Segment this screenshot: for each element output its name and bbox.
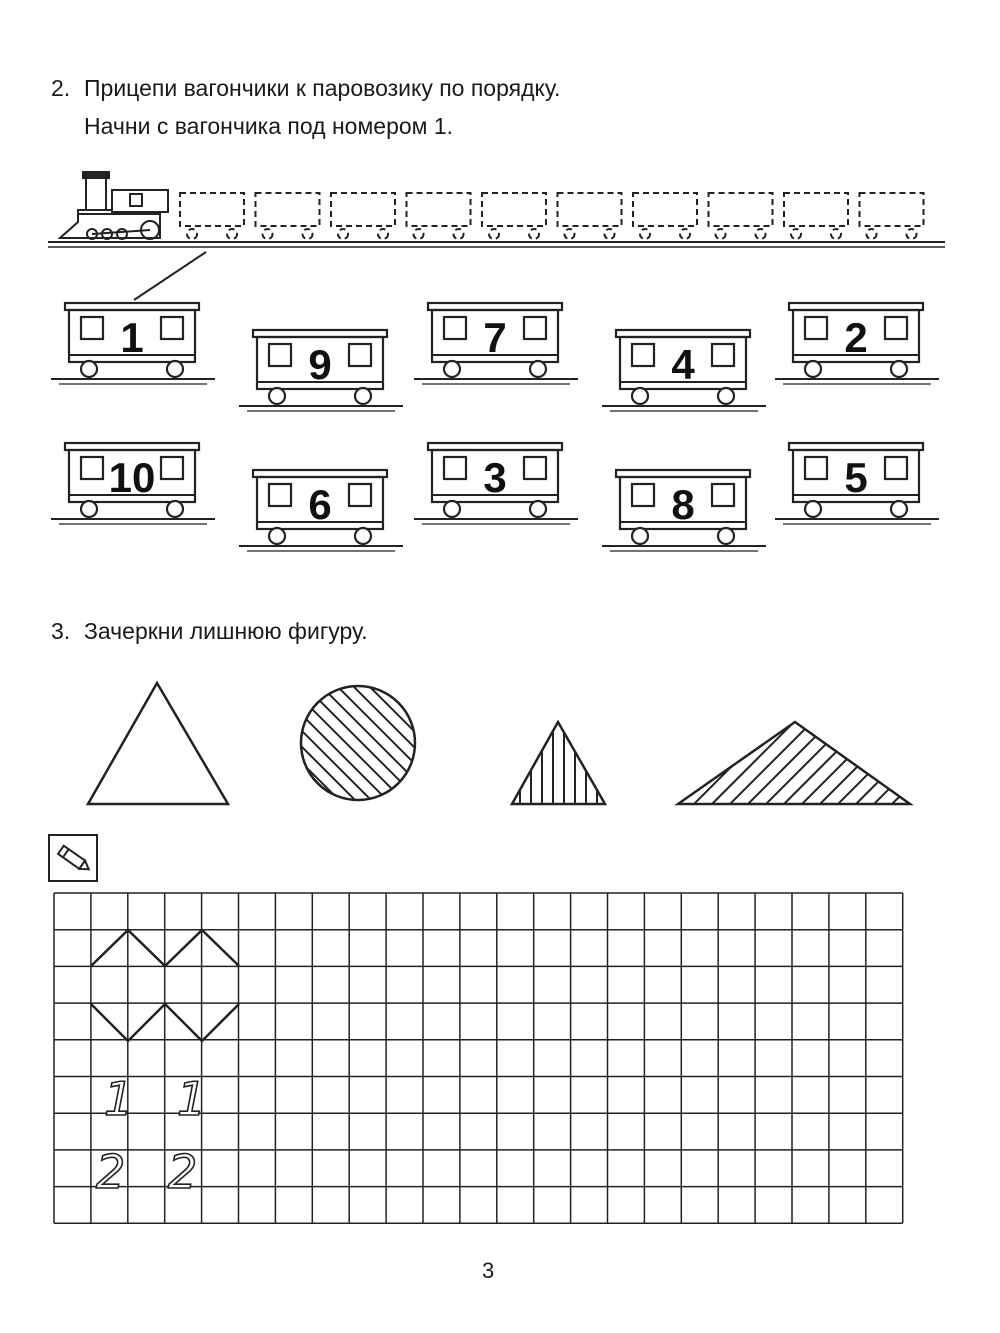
- task-2-number: 2.: [51, 75, 71, 101]
- sample-digit: 2: [96, 1145, 126, 1199]
- task-2-line-2: Начни с вагончика под номером 1.: [84, 113, 454, 139]
- page-number: 3: [482, 1258, 495, 1283]
- sample-digit: 1: [104, 1072, 134, 1126]
- wagon-number: 1: [120, 314, 144, 361]
- wagon-number: 6: [308, 481, 332, 528]
- task-3-line-1: Зачеркни лишнюю фигуру.: [84, 618, 368, 644]
- wagon-number: 4: [671, 341, 695, 388]
- wagon-number: 10: [108, 454, 156, 501]
- wagon-number: 5: [844, 454, 868, 501]
- wagon-number: 7: [483, 314, 507, 361]
- task-2-line-1: Прицепи вагончики к паровозику по порядку.: [84, 75, 561, 101]
- sample-digit: 2: [168, 1145, 198, 1199]
- wagon-number: 8: [671, 481, 695, 528]
- wagon-number: 2: [844, 314, 868, 361]
- sample-digit: 1: [177, 1072, 207, 1126]
- wagon-number: 3: [483, 454, 507, 501]
- wagon-number: 9: [308, 341, 332, 388]
- task-3-number: 3.: [51, 618, 71, 644]
